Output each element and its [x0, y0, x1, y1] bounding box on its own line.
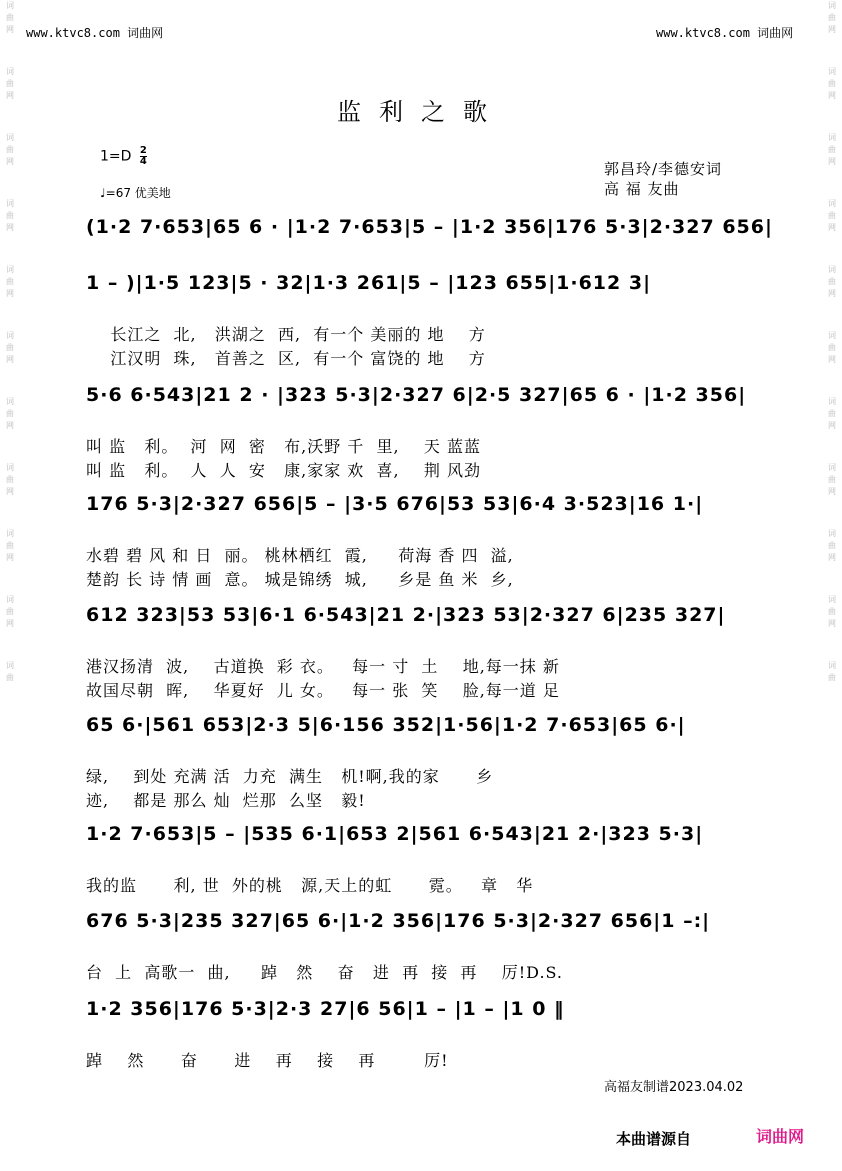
page-title: 监利之歌 [337, 98, 505, 126]
watermark-char: 网 [6, 91, 14, 100]
brand-link[interactable]: 词曲网 [756, 1127, 805, 1146]
watermark-char: 网 [6, 223, 14, 232]
watermark-char: 词 [828, 265, 836, 274]
right-watermark-column [824, 0, 840, 1171]
key-label: 1=D [100, 148, 132, 165]
source-label: 本曲谱源自 [616, 1130, 692, 1148]
watermark-char: 曲 [828, 211, 836, 220]
time-signature-bottom: 4 [139, 156, 147, 167]
lyric-line: 绿, 到处 充满 活 力充 满生 机!啊,我的家 乡 [86, 767, 494, 786]
watermark-char: 曲 [828, 79, 836, 88]
watermark-char: 词 [828, 67, 836, 76]
lyric-line: 楚韵 长 诗 情 画 意。 城是锦绣 城, 乡是 鱼 米 乡, [86, 570, 514, 589]
notation-line: 1·2 7·653|5 – |535 6·1|653 2|561 6·543|21 2·|323 5·3| [86, 823, 704, 845]
watermark-char: 词 [6, 67, 14, 76]
lyric-line: 港汉扬清 波, 古道换 彩 衣。 每一 寸 土 地,每一抹 新 [86, 657, 560, 676]
watermark-char: 网 [6, 289, 14, 298]
watermark-char: 词 [828, 463, 836, 472]
watermark-char: 曲 [6, 145, 14, 154]
notation-line: 5·6 6·543|21 2 · |323 5·3|2·327 6|2·5 327|65 6 · |1·2 356| [86, 384, 747, 406]
watermark-char: 网 [828, 157, 836, 166]
notation-line: 65 6·|561 653|2·3 5|6·156 352|1·56|1·2 7·653|65 6·| [86, 714, 686, 736]
watermark-char: 曲 [6, 475, 14, 484]
watermark-char: 网 [828, 421, 836, 430]
watermark-char: 曲 [828, 145, 836, 154]
watermark-char: 词 [6, 1, 14, 10]
watermark-char: 曲 [6, 607, 14, 616]
watermark-char: 词 [6, 463, 14, 472]
watermark-char: 网 [828, 553, 836, 562]
notation-line: 676 5·3|235 327|65 6·|1·2 356|176 5·3|2·327 656|1 –:| [86, 910, 711, 932]
lyric-line: 踔 然 奋 进 再 接 再 厉! [86, 1051, 449, 1070]
lyric-line: 水碧 碧 风 和 日 丽。 桃林栖红 霞, 荷海 香 四 溢, [86, 546, 514, 565]
watermark-char: 网 [828, 487, 836, 496]
lyric-line: 叫 监 利。 人 人 安 康,家家 欢 喜, 荆 风劲 [86, 461, 481, 480]
transcription-date: 高福友制谱2023.04.02 [604, 1080, 744, 1095]
watermark-char: 词 [828, 1, 836, 10]
watermark-char: 曲 [6, 277, 14, 286]
watermark-char: 词 [6, 331, 14, 340]
notation-line: 1·2 356|176 5·3|2·3 27|6 56|1 – |1 – |1 0 ‖ [86, 998, 565, 1020]
composer-credit: 高 福 友曲 [604, 180, 680, 198]
watermark-char: 词 [6, 661, 14, 670]
watermark-char: 网 [828, 25, 836, 34]
watermark-char: 曲 [6, 13, 14, 22]
notation-line: (1·2 7·653|65 6 · |1·2 7·653|5 – |1·2 356|176 5·3|2·327 656| [86, 216, 773, 238]
time-signature [140, 146, 147, 167]
watermark-char: 词 [828, 529, 836, 538]
lyricist-credit: 郭昌玲/李德安词 [604, 160, 723, 178]
watermark-char: 网 [6, 421, 14, 430]
notation-line: 176 5·3|2·327 656|5 – |3·5 676|53 53|6·4 3·523|16 1·| [86, 493, 704, 515]
notation-line: 1 – )|1·5 123|5 · 32|1·3 261|5 – |123 655|1·612 3| [86, 272, 652, 294]
watermark-char: 词 [6, 595, 14, 604]
watermark-char: 词 [6, 397, 14, 406]
tempo-marking: ♩=67 优美地 [100, 186, 171, 200]
watermark-char: 词 [828, 199, 836, 208]
lyric-line: 台 上 高歌一 曲, 踔 然 奋 进 再 接 再 厉!D.S. [86, 963, 564, 982]
watermark-char: 曲 [828, 475, 836, 484]
watermark-char: 曲 [828, 607, 836, 616]
watermark-char: 网 [6, 157, 14, 166]
watermark-char: 曲 [828, 541, 836, 550]
watermark-char: 词 [6, 199, 14, 208]
watermark-char: 曲 [828, 277, 836, 286]
watermark-char: 词 [6, 133, 14, 142]
watermark-char: 曲 [6, 541, 14, 550]
watermark-char: 词 [828, 595, 836, 604]
lyric-line: 我的监 利, 世 外的桃 源,天上的虹 霓。 章 华 [86, 876, 534, 895]
watermark-char: 网 [828, 223, 836, 232]
watermark-char: 曲 [828, 673, 836, 682]
watermark-char: 曲 [828, 13, 836, 22]
lyric-line: 长江之 北, 洪湖之 西, 有一个 美丽的 地 方 [86, 325, 486, 344]
watermark-char: 网 [828, 619, 836, 628]
watermark-char: 曲 [828, 409, 836, 418]
notation-line: 612 323|53 53|6·1 6·543|21 2·|323 53|2·327 6|235 327| [86, 604, 726, 626]
watermark-char: 网 [828, 355, 836, 364]
watermark-char: 曲 [6, 673, 14, 682]
site-link-right[interactable]: www.ktvc8.com 词曲网 [656, 26, 794, 40]
watermark-char: 词 [828, 661, 836, 670]
watermark-char: 词 [828, 331, 836, 340]
watermark-char: 网 [6, 553, 14, 562]
lyric-line: 叫 监 利。 河 网 密 布,沃野 千 里, 天 蓝蓝 [86, 437, 481, 456]
watermark-char: 词 [6, 265, 14, 274]
watermark-char: 曲 [828, 343, 836, 352]
watermark-char: 词 [6, 529, 14, 538]
watermark-char: 网 [828, 91, 836, 100]
watermark-char: 曲 [6, 79, 14, 88]
site-link-left[interactable]: www.ktvc8.com 词曲网 [26, 26, 164, 40]
lyric-line: 故国尽朝 晖, 华夏好 儿 女。 每一 张 笑 脸,每一道 足 [86, 681, 560, 700]
watermark-char: 曲 [6, 409, 14, 418]
left-watermark-column [2, 0, 18, 1171]
watermark-char: 曲 [6, 343, 14, 352]
time-signature-top: 2 [139, 145, 147, 156]
watermark-char: 词 [828, 397, 836, 406]
watermark-char: 曲 [6, 211, 14, 220]
watermark-char: 词 [828, 133, 836, 142]
watermark-char: 网 [6, 25, 14, 34]
lyric-line: 迹, 都是 那么 灿 烂那 么坚 毅! [86, 791, 366, 810]
watermark-char: 网 [6, 619, 14, 628]
watermark-char: 网 [6, 487, 14, 496]
key-signature [100, 146, 147, 167]
lyric-line: 江汉明 珠, 首善之 区, 有一个 富饶的 地 方 [86, 349, 486, 368]
watermark-char: 网 [6, 355, 14, 364]
watermark-char: 网 [828, 289, 836, 298]
